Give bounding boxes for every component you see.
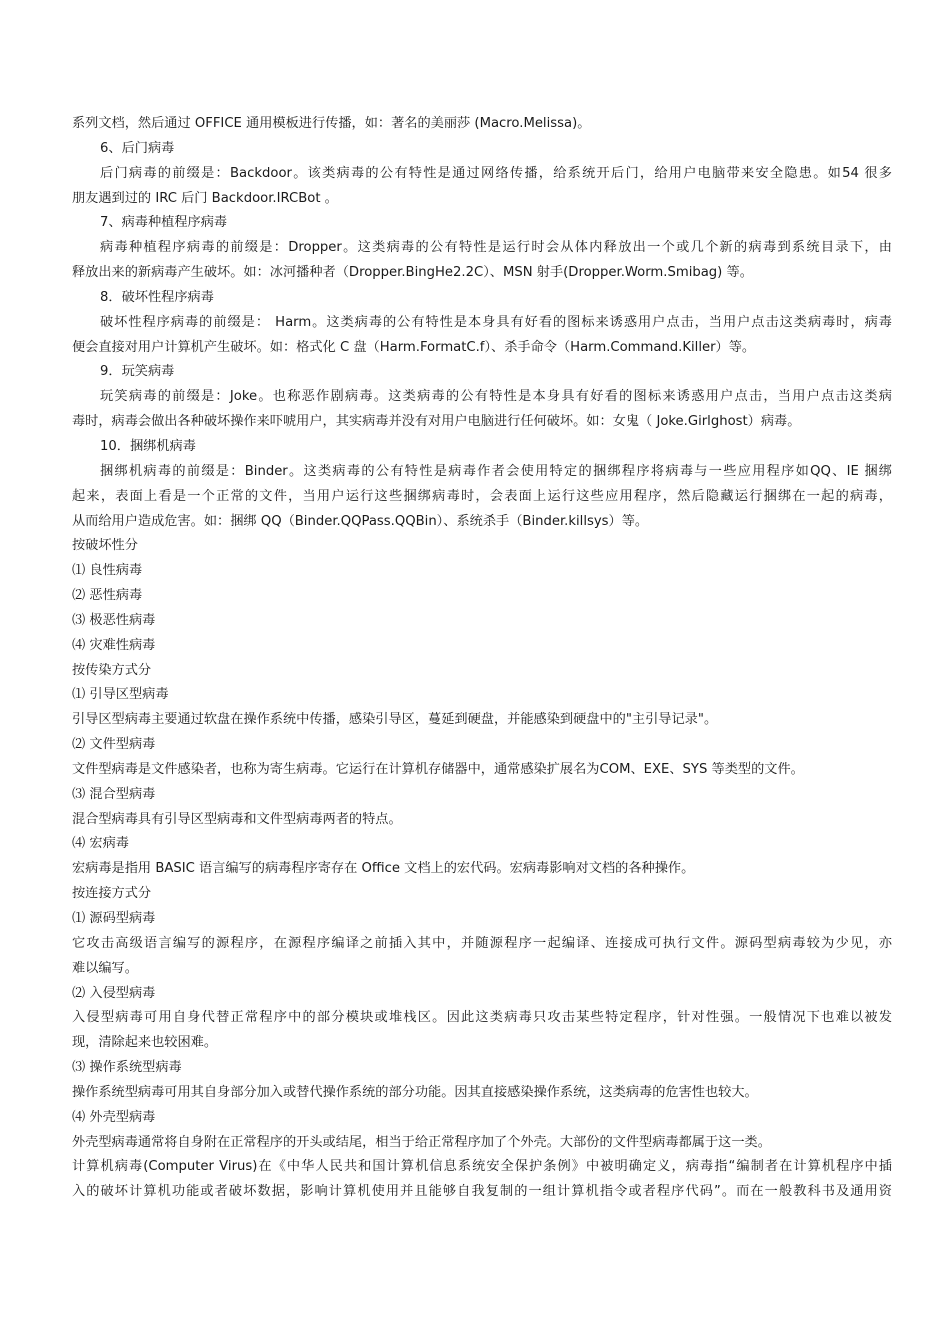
text-line: 文件型病毒是文件感染者，也称为寄生病毒。它运行在计算机存储器中，通常感染扩展名为COM、EXE、SYS 等类型的文件。	[72, 761, 804, 777]
list-item: ⑷ 外壳型病毒	[72, 1109, 156, 1125]
text-line: 玩笑病毒的前缀是：Joke。也称恶作剧病毒。这类病毒的公有特性是本身具有好看的图标来诱惑用户点击，当用户点击这类病	[100, 389, 892, 405]
section-heading: 10．捆绑机病毒	[100, 438, 196, 454]
section-heading: 6、后门病毒	[100, 140, 175, 156]
text-line: 从而给用户造成危害。如：捆绑 QQ（Binder.QQPass.QQBin）、系统杀手（Binder.killsys）等。	[72, 513, 649, 529]
list-item: ⑴ 源码型病毒	[72, 911, 156, 926]
text-line: 病毒种植程序病毒的前缀是：Dropper。这类病毒的公有特性是运行时会从体内释放出一个或几个新的病毒到系统目录下，由	[100, 240, 892, 256]
text-line: 难以编写。	[72, 960, 138, 976]
text-line: 入侵型病毒可用自身代替正常程序中的部分模块或堆栈区。因此这类病毒只攻击某些特定程序，针对性强。一般情况下也难以被发	[72, 1010, 892, 1026]
list-item: ⑴ 良性病毒	[72, 563, 143, 579]
text-line: 后门病毒的前缀是：Backdoor。该类病毒的公有特性是通过网络传播，给系统开后门，给用户电脑带来安全隐患。如54 很多	[100, 165, 892, 181]
list-item: ⑴ 引导区型病毒	[72, 687, 169, 703]
text-line: 混合型病毒具有引导区型病毒和文件型病毒两者的特点。	[72, 811, 402, 827]
text-line: 毒时，病毒会做出各种破坏操作来吓唬用户，其实病毒并没有对用户电脑进行任何破坏。如：女鬼（ Joke.Girlghost）病毒。	[72, 414, 801, 430]
text-line: 宏病毒是指用 BASIC 语言编写的病毒程序寄存在 Office 文档上的宏代码。宏病毒影响对文档的各种操作。	[72, 861, 695, 877]
text-line: 朋友遇到过的 IRC 后门 Backdoor.IRCBot 。	[72, 190, 338, 206]
document-page	[72, 112, 892, 1205]
category-heading: 按破坏性分	[72, 538, 138, 554]
text-line: 计算机病毒(Computer Virus)在《中华人民共和国计算机信息系统安全保护条例》中被明确定义，病毒指“编制者在计算机程序中插	[72, 1159, 892, 1175]
text-line: 便会直接对用户计算机产生破坏。如：格式化 C 盘（Harm.FormatC.f）、杀手命令（Harm.Command.Killer）等。	[72, 339, 756, 355]
section-heading: 8．破坏性程序病毒	[100, 289, 214, 305]
list-item: ⑵ 恶性病毒	[72, 588, 143, 604]
list-item: ⑶ 混合型病毒	[72, 786, 156, 802]
text-line: 入的破坏计算机功能或者破坏数据，影响计算机使用并且能够自我复制的一组计算机指令或者程序代码”。而在一般教科书及通用资	[72, 1184, 892, 1200]
text-line: 引导区型病毒主要通过软盘在操作系统中传播，感染引导区，蔓延到硬盘，并能感染到硬盘中的"主引导记录"。	[72, 712, 718, 728]
text-line: 破坏性程序病毒的前缀是： Harm。这类病毒的公有特性是本身具有好看的图标来诱惑用户点击，当用户点击这类病毒时，病毒	[100, 314, 892, 330]
text-line: 操作系统型病毒可用其自身部分加入或替代操作系统的部分功能。因其直接感染操作系统，这类病毒的危害性也较大。	[72, 1084, 758, 1100]
list-item: ⑶ 极恶性病毒	[72, 612, 156, 628]
text-line: 起来，表面上看是一个正常的文件，当用户运行这些捆绑病毒时，会表面上运行这些应用程序，然后隐藏运行捆绑在一起的病毒，	[72, 488, 892, 504]
text-line: 外壳型病毒通常将自身附在正常程序的开头或结尾，相当于给正常程序加了个外壳。大部份的文件型病毒都属于这一类。	[72, 1134, 771, 1150]
text-line: 现，清除起来也较困难。	[72, 1035, 218, 1051]
text-line: 释放出来的新病毒产生破坏。如：冰河播种者（Dropper.BingHe2.2C）、MSN 射手(Dropper.Worm.Smibag) 等。	[72, 265, 753, 281]
category-heading: 按传染方式分	[72, 662, 152, 678]
list-item: ⑷ 灾难性病毒	[72, 637, 156, 653]
text-line: 捆绑机病毒的前缀是：Binder。这类病毒的公有特性是病毒作者会使用特定的捆绑程序将病毒与一些应用程序如QQ、IE 捆绑	[100, 463, 892, 479]
text-line: 它攻击高级语言编写的源程序，在源程序编译之前插入其中，并随源程序一起编译、连接成可执行文件。源码型病毒较为少见，亦	[72, 935, 892, 951]
list-item: ⑶ 操作系统型病毒	[72, 1060, 182, 1076]
list-item: ⑵ 入侵型病毒	[72, 985, 156, 1001]
section-heading: 7、病毒种植程序病毒	[100, 215, 228, 231]
list-item: ⑷ 宏病毒	[72, 836, 129, 852]
list-item: ⑵ 文件型病毒	[72, 737, 156, 753]
category-heading: 按连接方式分	[72, 886, 152, 902]
text-line: 系列文档，然后通过 OFFICE 通用模板进行传播，如：著名的美丽莎 (Macro.Melissa)。	[72, 116, 591, 131]
section-heading: 9．玩笑病毒	[100, 364, 175, 380]
